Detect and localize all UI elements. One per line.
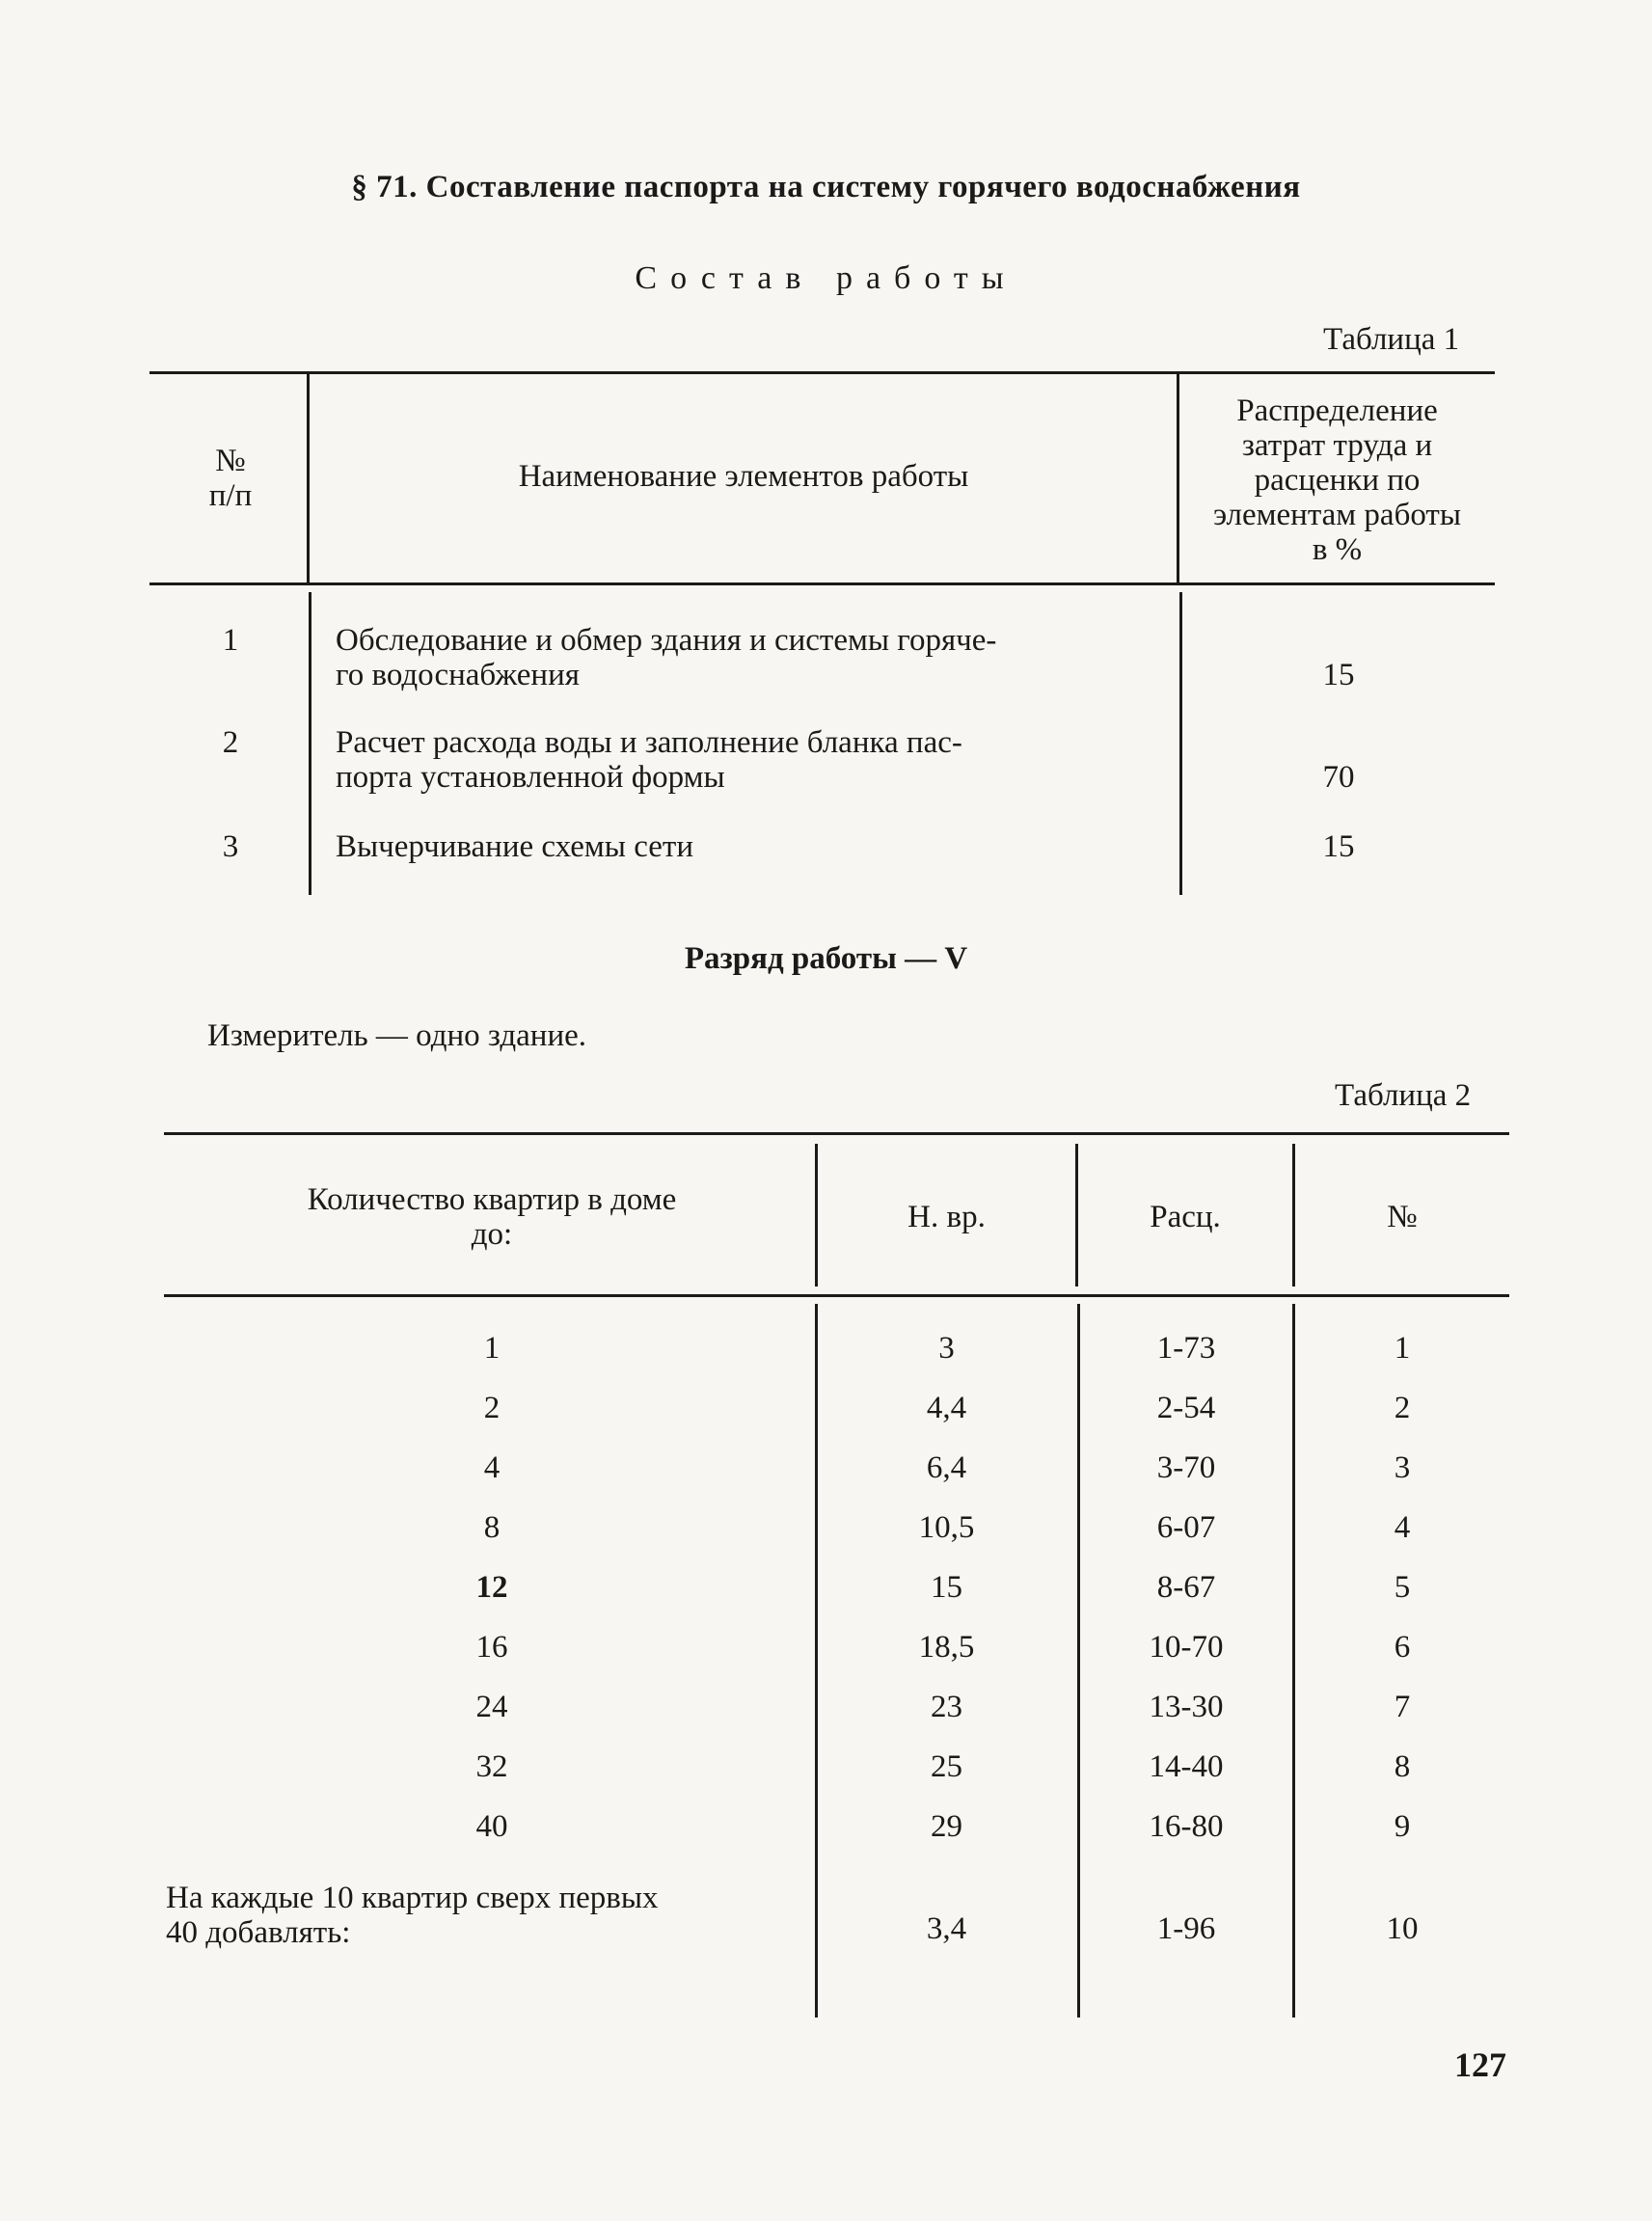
table2-row6-num: 6: [1394, 1630, 1411, 1665]
table1-header-rule: [149, 582, 1495, 585]
table1-row2-name: [336, 725, 1165, 795]
table2-row1-qty: 1: [483, 1331, 501, 1366]
table2-row4-rate: 6-07: [1156, 1510, 1216, 1545]
table1-header-divider-1: [307, 374, 310, 582]
table2-row1-rate: 1-73: [1156, 1331, 1216, 1366]
table2-row6-qty: 16: [475, 1630, 508, 1665]
table2-header-num: №: [1387, 1200, 1418, 1234]
table1-header-share: [1179, 393, 1495, 567]
table2-row7-rate: 13-30: [1149, 1690, 1224, 1724]
page-number: 127: [1454, 2045, 1506, 2084]
table1-header-num-line1: №: [215, 444, 246, 478]
table2-extra-qty: [166, 1881, 812, 1950]
table2-row8-num: 8: [1394, 1749, 1411, 1784]
table2-extra-qty-line1: На каждые 10 квартир сверх первых: [166, 1881, 659, 1915]
table1-row1-name-line1: Обследование и обмер здания и системы горяче-: [336, 623, 997, 658]
table2-row2-num: 2: [1394, 1391, 1411, 1425]
table2-row6-norm: 18,5: [918, 1630, 975, 1665]
table2-header-rule: [164, 1294, 1509, 1297]
table1-row3-name-line1: Вычерчивание схемы сети: [336, 829, 693, 864]
table1-row1-name-line2: го водоснабжения: [336, 658, 580, 692]
table2-row9-qty: 40: [475, 1809, 508, 1844]
table1-header-share-line3: расценки по: [1254, 463, 1421, 498]
table1-header-num: [154, 444, 307, 513]
table2-row8-norm: 25: [931, 1749, 962, 1784]
table2-header-rate: Расц.: [1150, 1200, 1221, 1234]
table2-row8-qty: 32: [475, 1749, 508, 1784]
table2-row5-num: 5: [1394, 1570, 1411, 1605]
table2-row2-norm: 4,4: [926, 1391, 967, 1425]
table2-row7-num: 7: [1394, 1690, 1411, 1724]
table1-header-share-line4: элементам работы: [1212, 498, 1462, 532]
table2-row5-norm: 15: [931, 1570, 962, 1605]
table1-row2-name-line1: Расчет расхода воды и заполнение бланка пас-: [336, 725, 962, 760]
table2-row7-qty: 24: [475, 1690, 508, 1724]
table1-row1-num: 1: [222, 623, 239, 658]
table2-row1-num: 1: [1394, 1331, 1411, 1366]
table1-row2-num: 2: [222, 725, 239, 760]
table1-row3-share: 15: [1322, 829, 1355, 864]
table1-body-divider-1: [309, 592, 311, 895]
table1-caption: Таблица 1: [1323, 322, 1460, 357]
table1-row3-num: 3: [222, 829, 239, 864]
table2-row6-rate: 10-70: [1149, 1630, 1224, 1665]
table1-header-share-line1: Распределение: [1236, 393, 1438, 428]
table2-row5-rate: 8-67: [1156, 1570, 1216, 1605]
table1-row1-name: [336, 623, 1165, 692]
table1-row2-name-line2: порта установленной формы: [336, 760, 725, 795]
table2-row4-norm: 10,5: [918, 1510, 975, 1545]
table1-header-share-line2: затрат труда и: [1241, 428, 1433, 463]
table2-row2-rate: 2-54: [1156, 1391, 1216, 1425]
table2-row4-num: 4: [1394, 1510, 1411, 1545]
table2-row5-qty: 12: [475, 1570, 508, 1605]
table2-extra-num: 10: [1386, 1911, 1419, 1946]
table2-row9-rate: 16-80: [1149, 1809, 1224, 1844]
table1-row3-name: [336, 829, 1165, 864]
table2-header-qty: [169, 1182, 815, 1252]
measure-unit: Измеритель — одно здание.: [207, 1018, 587, 1053]
table2-header-norm: Н. вр.: [907, 1200, 986, 1234]
table2-top-rule: [164, 1132, 1509, 1135]
table2-row7-norm: 23: [931, 1690, 962, 1724]
table2-header-qty-line1: Количество квартир в доме: [307, 1182, 677, 1217]
table1-row1-share: 15: [1322, 658, 1355, 692]
table1-header-share-line5: в %: [1312, 532, 1363, 567]
table2-row8-rate: 14-40: [1149, 1749, 1224, 1784]
table1-row2-share: 70: [1322, 760, 1355, 795]
table1-top-rule: [149, 371, 1495, 374]
table2-extra-norm: 3,4: [926, 1911, 967, 1946]
table2-row4-qty: 8: [483, 1510, 501, 1545]
table2-header-qty-line2: до:: [471, 1217, 513, 1252]
table2-caption: Таблица 2: [1335, 1078, 1472, 1113]
section-heading: § 71. Составление паспорта на систему горячего водоснабжения: [351, 170, 1301, 204]
table2-row3-norm: 6,4: [926, 1450, 967, 1485]
table2-row9-norm: 29: [931, 1809, 962, 1844]
work-grade: Разряд работы — V: [684, 941, 968, 976]
table2-row3-rate: 3-70: [1156, 1450, 1216, 1485]
table2-extra-rate: 1-96: [1156, 1911, 1216, 1946]
table2-extra-qty-line2: 40 добавлять:: [166, 1915, 351, 1950]
table2-row3-qty: 4: [483, 1450, 501, 1485]
table2-row2-qty: 2: [483, 1391, 501, 1425]
table2-row9-num: 9: [1394, 1809, 1411, 1844]
table2-row1-norm: 3: [938, 1331, 955, 1366]
table2-row3-num: 3: [1394, 1450, 1411, 1485]
section-subheading: Состав работы: [635, 260, 1017, 296]
table1-header-num-line2: п/п: [208, 478, 253, 513]
table1-header-name: Наименование элементов работы: [518, 459, 969, 494]
